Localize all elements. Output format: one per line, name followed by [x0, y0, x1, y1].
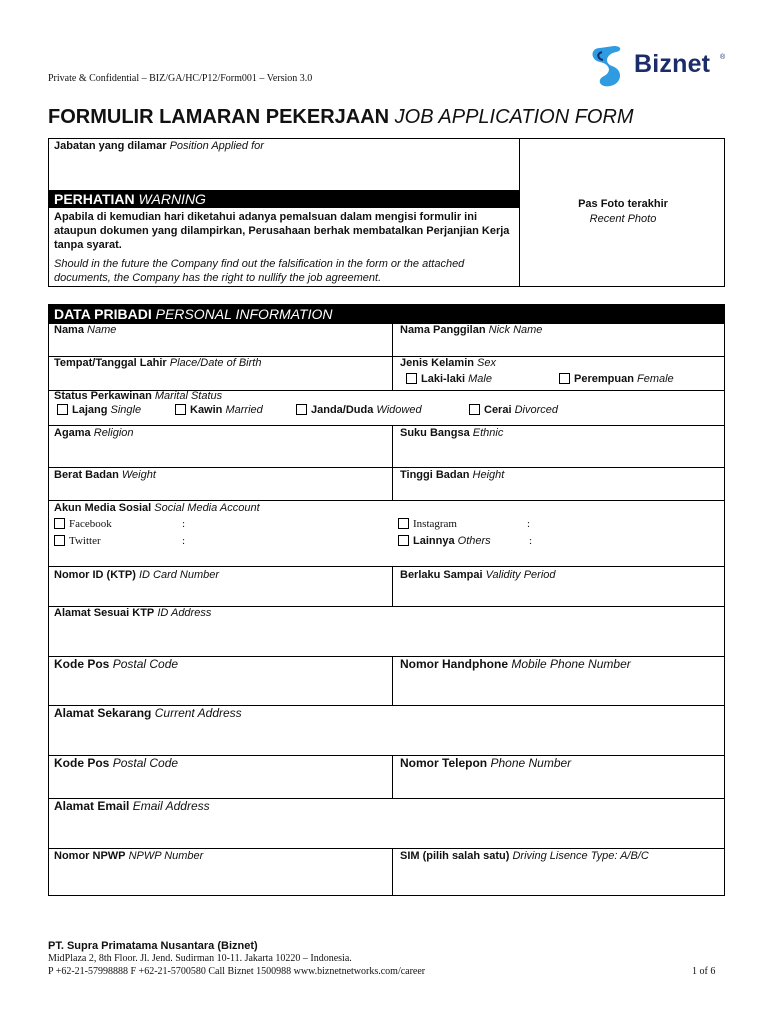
social-label: Akun Media Sosial: [54, 502, 152, 514]
checkbox-others[interactable]: [398, 535, 409, 546]
sim-label: SIM (pilih salah satu): [400, 850, 510, 862]
instagram-label: Instagram: [413, 518, 457, 530]
marital-label-en: Marital Status: [154, 390, 223, 402]
warning-title-en: WARNING: [138, 191, 206, 207]
warning-text-id: Apabila di kemudian hari diketahui adanya pemalsuan dalam mengisi formulir ini ataupun dokumen yang dilampirkan, Perusahaan berhak membatalkan Perjanjian Kerja tanpa syarat.: [54, 211, 510, 251]
religion-label: Agama: [54, 427, 91, 439]
weight-field[interactable]: [54, 469, 156, 481]
instagram-colon: :: [527, 518, 531, 530]
warning-text-en: Should in the future the Company find out the falsification in the form or the attached documents, the Company has the right to nullify the job agreement.: [54, 258, 465, 284]
row-divider: [48, 467, 725, 468]
phone-label: Nomor Telepon: [400, 756, 488, 770]
birth-field[interactable]: [54, 357, 261, 369]
photo-label-en: Recent Photo: [589, 213, 657, 225]
current-address-field[interactable]: [54, 706, 242, 720]
checkbox-twitter[interactable]: [54, 535, 65, 546]
nickname-label-en: Nick Name: [488, 324, 543, 336]
weight-label: Berat Badan: [54, 469, 119, 481]
validity-label-en: Validity Period: [485, 569, 556, 581]
id-address-label: Alamat Sesuai KTP: [54, 607, 155, 619]
divorced-label: Cerai: [484, 404, 512, 416]
email-field[interactable]: [54, 799, 210, 813]
ethnic-field[interactable]: [400, 427, 503, 439]
column-divider: [392, 323, 393, 390]
widowed-label-en: Widowed: [376, 404, 422, 416]
marital-label: Status Perkawinan: [54, 390, 152, 402]
female-label: Perempuan: [574, 373, 634, 385]
married-label: Kawin: [190, 404, 223, 416]
mobile-phone-field[interactable]: [400, 657, 631, 671]
mobile-label: Nomor Handphone: [400, 657, 508, 671]
nickname-field[interactable]: [400, 324, 542, 336]
sim-label-en: Driving Lisence Type: A/B/C: [512, 850, 649, 862]
validity-field[interactable]: [400, 569, 556, 581]
height-field[interactable]: [400, 469, 504, 481]
checkbox-widowed[interactable]: [296, 404, 307, 415]
single-label-en: Single: [110, 404, 142, 416]
height-label-en: Height: [472, 469, 505, 481]
page-number: 1 of 6: [692, 966, 716, 977]
divorced-label-en: Divorced: [514, 404, 558, 416]
male-label: Laki-laki: [421, 373, 466, 385]
social-media-label-group: [54, 502, 260, 514]
column-divider: [392, 656, 393, 705]
photo-divider: [519, 138, 520, 287]
checkbox-divorced[interactable]: [469, 404, 480, 415]
warning-header: [48, 190, 519, 208]
column-divider: [392, 755, 393, 798]
sim-field[interactable]: [400, 850, 649, 862]
npwp-field[interactable]: [54, 850, 203, 862]
postal-code-current-label-en: Postal Code: [112, 756, 179, 770]
npwp-label: Nomor NPWP: [54, 850, 126, 862]
mobile-label-en: Mobile Phone Number: [511, 657, 631, 671]
sex-label-group: [400, 357, 496, 369]
logo-wordmark: Biznet: [634, 50, 711, 78]
id-number-field[interactable]: [54, 569, 219, 581]
photo-label: Pas Foto terakhir: [578, 198, 668, 210]
religion-field[interactable]: [54, 427, 134, 439]
row-divider: [48, 500, 725, 501]
others-label-en: Others: [457, 535, 491, 547]
npwp-label-en: NPWP Number: [128, 850, 204, 862]
position-applied-field[interactable]: [54, 140, 264, 152]
religion-label-en: Religion: [93, 427, 134, 439]
current-address-label-en: Current Address: [154, 706, 242, 720]
page-title: [48, 106, 634, 129]
footer-company: PT. Supra Primatama Nusantara (Biznet): [48, 940, 258, 952]
personal-title-en: PERSONAL INFORMATION: [155, 306, 333, 322]
row-divider: [48, 848, 725, 849]
postal-code-current-field[interactable]: [54, 756, 178, 770]
phone-label-en: Phone Number: [490, 756, 572, 770]
weight-label-en: Weight: [121, 469, 156, 481]
checkbox-male[interactable]: [406, 373, 417, 384]
sex-male-option[interactable]: [406, 373, 492, 385]
biznet-logo-icon: [586, 42, 630, 90]
social-label-en: Social Media Account: [154, 502, 260, 514]
others-field[interactable]: [398, 535, 491, 547]
marital-label-group: [54, 390, 222, 402]
nickname-label: Nama Panggilan: [400, 324, 486, 336]
postal-code-label-en: Postal Code: [112, 657, 179, 671]
id-address-field[interactable]: [54, 607, 211, 619]
column-divider: [392, 566, 393, 606]
instagram-field[interactable]: [398, 518, 457, 530]
facebook-label: Facebook: [69, 518, 112, 530]
marital-single-option[interactable]: [57, 404, 141, 416]
id-number-label: Nomor ID (KTP): [54, 569, 136, 581]
personal-info-header: [48, 304, 725, 324]
twitter-label: Twitter: [69, 535, 101, 547]
name-field[interactable]: [54, 324, 116, 336]
sex-female-option[interactable]: [559, 373, 674, 385]
column-divider: [392, 848, 393, 896]
postal-code-current-label: Kode Pos: [54, 756, 110, 770]
facebook-field[interactable]: [54, 518, 112, 530]
name-label-en: Name: [87, 324, 117, 336]
checkbox-instagram[interactable]: [398, 518, 409, 529]
sex-label: Jenis Kelamin: [400, 357, 474, 369]
facebook-colon: :: [182, 518, 186, 530]
marital-widowed-option[interactable]: [296, 404, 422, 416]
ethnic-label-en: Ethnic: [472, 427, 504, 439]
row-divider: [48, 425, 725, 426]
current-address-label: Alamat Sekarang: [54, 706, 152, 720]
female-label-en: Female: [636, 373, 674, 385]
email-label: Alamat Email: [54, 799, 130, 813]
name-label: Nama: [54, 324, 84, 336]
biznet-logo: [586, 42, 726, 90]
document-code: Private & Confidential – BIZ/GA/HC/P12/Form001 – Version 3.0: [48, 73, 313, 84]
column-divider: [392, 425, 393, 500]
row-divider: [48, 566, 725, 567]
married-label-en: Married: [225, 404, 263, 416]
others-label: Lainnya: [413, 535, 455, 547]
id-address-label-en: ID Address: [157, 607, 212, 619]
title-indonesian: FORMULIR LAMARAN PEKERJAAN: [48, 106, 390, 128]
personal-title: DATA PRIBADI: [54, 306, 152, 322]
twitter-field[interactable]: [54, 535, 101, 547]
marital-divorced-option[interactable]: [469, 404, 558, 416]
id-number-label-en: ID Card Number: [138, 569, 220, 581]
marital-married-option[interactable]: [175, 404, 263, 416]
height-label: Tinggi Badan: [400, 469, 470, 481]
ethnic-label: Suku Bangsa: [400, 427, 470, 439]
male-label-en: Male: [468, 373, 492, 385]
footer-address: MidPlaza 2, 8th Floor. Jl. Jend. Sudirman 10-11. Jakarta 10220 – Indonesia.: [48, 953, 352, 964]
phone-field[interactable]: [400, 756, 571, 770]
twitter-colon: :: [182, 535, 186, 547]
logo-trademark: ®: [720, 54, 726, 61]
warning-title: PERHATIAN: [54, 191, 135, 207]
checkbox-single[interactable]: [57, 404, 68, 415]
postal-code-label: Kode Pos: [54, 657, 110, 671]
postal-code-field[interactable]: [54, 657, 178, 671]
photo-placeholder[interactable]: [521, 197, 725, 227]
position-label: Jabatan yang dilamar: [54, 140, 167, 152]
sex-label-en: Sex: [477, 357, 497, 369]
title-english: JOB APPLICATION FORM: [394, 106, 634, 128]
checkbox-female[interactable]: [559, 373, 570, 384]
birth-label-en: Place/Date of Birth: [169, 357, 262, 369]
email-label-en: Email Address: [132, 799, 210, 813]
widowed-label: Janda/Duda: [311, 404, 374, 416]
birth-label: Tempat/Tanggal Lahir: [54, 357, 167, 369]
validity-label: Berlaku Sampai: [400, 569, 483, 581]
checkbox-facebook[interactable]: [54, 518, 65, 529]
others-colon: :: [529, 535, 533, 547]
position-label-en: Position Applied for: [169, 140, 264, 152]
single-label: Lajang: [72, 404, 108, 416]
checkbox-married[interactable]: [175, 404, 186, 415]
footer-contact: P +62-21-57998888 F +62-21-5700580 Call Biznet 1500988 www.biznetnetworks.com/career: [48, 966, 426, 977]
